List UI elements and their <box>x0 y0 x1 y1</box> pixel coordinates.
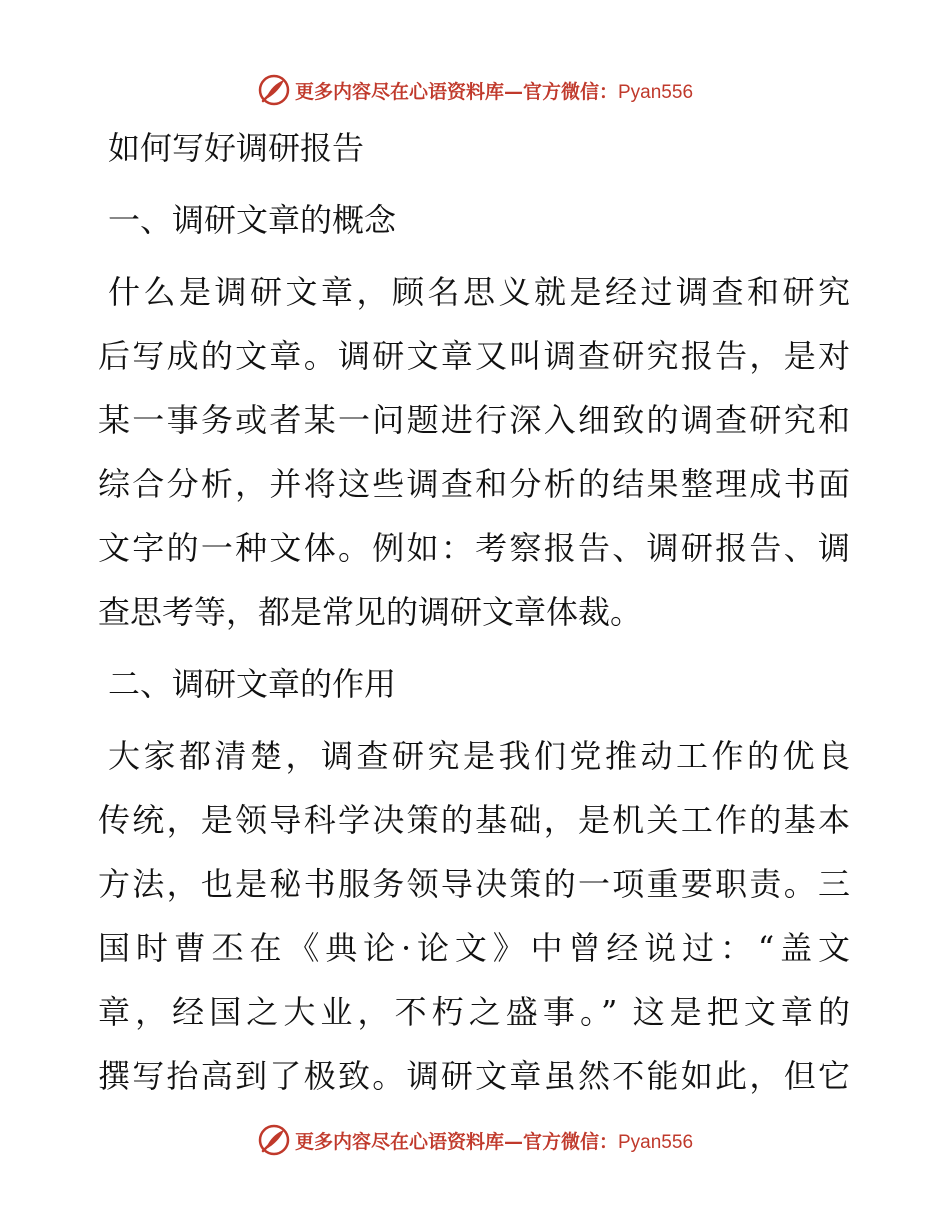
paragraph-line: 大家都清楚，调查研究是我们党推动工作的优良 <box>108 737 850 775</box>
paragraph-line: 文字的一种文体。例如：考察报告、调研报告、调 <box>98 529 850 567</box>
paragraph-line: 章，经国之大业，不朽之盛事。” 这是把文章的 <box>98 993 850 1031</box>
paragraph-line: 传统，是领导科学决策的基础，是机关工作的基本 <box>98 801 850 839</box>
paragraph-line: 查思考等，都是常见的调研文章体裁。 <box>98 593 643 631</box>
section-paragraph-2 <box>98 724 850 1108</box>
section-paragraph-1 <box>98 260 850 644</box>
paragraph-line: 国时曹丕在《典论·论文》中曾经说过：“盖文 <box>98 929 850 967</box>
banner-text: 更多内容尽在心语资料库—官方微信：Pyan556 <box>294 80 694 103</box>
section-heading-2: 二、调研文章的作用 <box>108 665 397 703</box>
paragraph-line: 撰写抬高到了极致。调研文章虽然不能如此，但它 <box>98 1057 850 1095</box>
feather-pen-logo-icon <box>257 73 291 107</box>
paragraph-line: 综合分析，并将这些调查和分析的结果整理成书面 <box>98 465 850 503</box>
paragraph-line: 后写成的文章。调研文章又叫调查研究报告，是对 <box>98 337 850 375</box>
footer-banner <box>0 1120 950 1160</box>
document-body <box>98 116 850 1108</box>
paragraph-line: 什么是调研文章，顾名思义就是经过调查和研究 <box>108 273 850 311</box>
paragraph-line: 某一事务或者某一问题进行深入细致的调查研究和 <box>98 401 850 439</box>
banner-text: 更多内容尽在心语资料库—官方微信：Pyan556 <box>294 1130 694 1153</box>
section-heading-1: 一、调研文章的概念 <box>108 201 397 239</box>
feather-pen-logo-icon <box>257 1123 291 1157</box>
header-banner <box>0 70 950 110</box>
paragraph-line: 方法，也是秘书服务领导决策的一项重要职责。三 <box>98 865 850 903</box>
document-title: 如何写好调研报告 <box>108 129 365 167</box>
